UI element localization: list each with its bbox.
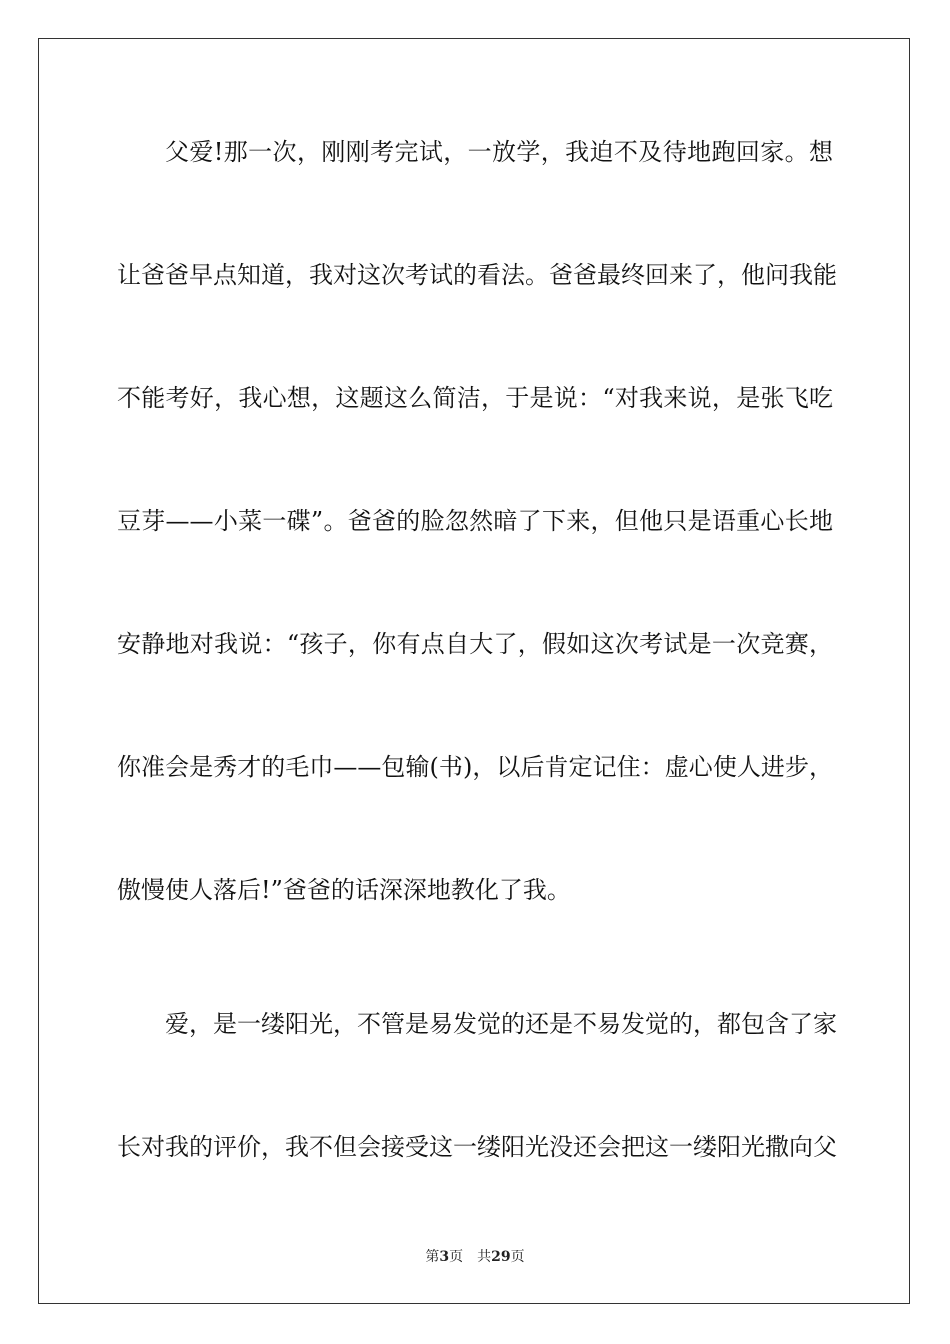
page-footer <box>0 1246 950 1266</box>
paragraph-line: 豆芽——小菜一碟”。爸爸的脸忽然暗了下来，但他只是语重心长地 <box>117 507 833 535</box>
page-number: 3 <box>439 1249 450 1265</box>
paragraph-line: 你准会是秀才的毛巾——包输(书)，以后肯定记住：虚心使人进步， <box>117 753 833 781</box>
paragraph-line: 傲慢使人落后!”爸爸的话深深地教化了我。 <box>117 876 571 904</box>
paragraph-line: 让爸爸早点知道，我对这次考试的看法。爸爸最终回来了，他问我能 <box>117 261 837 289</box>
paragraph-line: 父爱!那一次，刚刚考完试，一放学，我迫不及待地跑回家。想 <box>165 138 833 166</box>
page-prefix: 第 <box>425 1249 440 1265</box>
page-border <box>38 38 910 1304</box>
paragraph-line: 不能考好，我心想，这题这么简洁，于是说：“对我来说，是张飞吃 <box>117 384 833 412</box>
total-prefix: 共 <box>477 1249 492 1265</box>
paragraph-line: 爱，是一缕阳光，不管是易发觉的还是不易发觉的，都包含了家 <box>165 1010 837 1038</box>
total-suffix: 页 <box>510 1249 525 1265</box>
paragraph-line: 长对我的评价，我不但会接受这一缕阳光没还会把这一缕阳光撒向父 <box>117 1133 837 1161</box>
paragraph-line: 安静地对我说：“孩子，你有点自大了，假如这次考试是一次竞赛， <box>117 630 833 658</box>
total-pages: 29 <box>491 1249 511 1265</box>
page-suffix: 页 <box>449 1249 464 1265</box>
